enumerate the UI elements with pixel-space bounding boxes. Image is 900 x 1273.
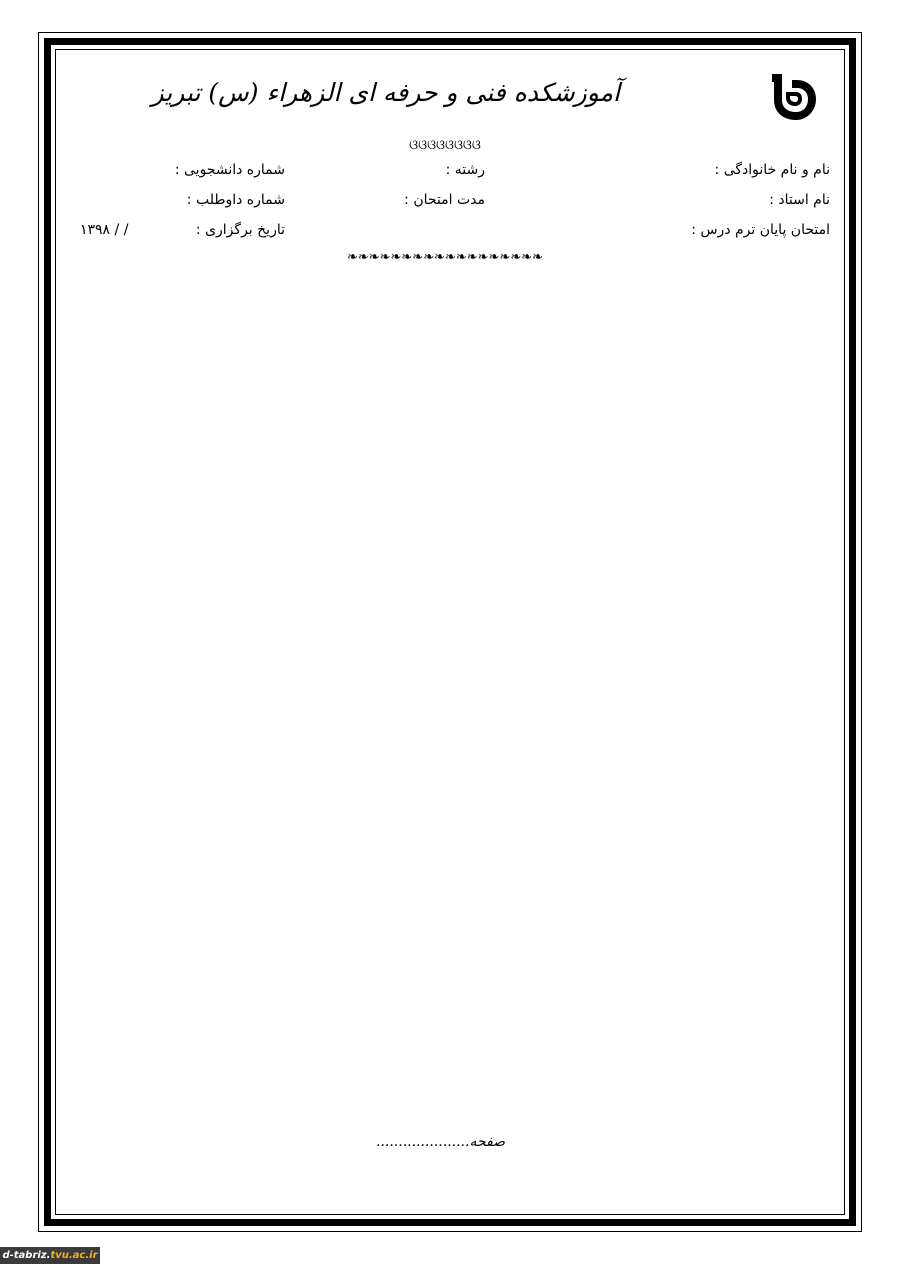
exam-date-label: تاریخ برگزاری : <box>195 222 285 238</box>
final-exam-label: امتحان پایان ترم درس : <box>691 222 830 238</box>
exam-duration-label: مدت امتحان : <box>404 192 485 208</box>
institute-title: آموزشکده فنی و حرفه ای الزهراء (س) تبریز <box>151 78 620 107</box>
full-name-label: نام و نام خانوادگی : <box>714 162 830 178</box>
applicant-number-label: شماره داوطلب : <box>186 192 285 208</box>
teacher-name-label: نام استاد : <box>769 192 830 208</box>
student-number-label: شماره دانشجویی : <box>174 162 285 178</box>
site-badge[interactable] <box>0 1247 100 1264</box>
exam-date-value: / / ۱۳۹۸ <box>80 222 129 238</box>
page-number-label: صفحه..................... <box>376 1134 505 1150</box>
ornament-divider-top: ଓଓଓଓଓଓଓଓ <box>409 138 481 153</box>
site-badge-prefix: d-tabriz. <box>2 1250 51 1261</box>
ornament-divider-bottom: ❧❧❧❧❧❧❧❧❧❧❧❧❧❧❧❧❧❧ <box>346 250 544 265</box>
institute-logo <box>766 70 816 122</box>
site-badge-domain: tvu.ac.ir <box>50 1250 98 1261</box>
major-label: رشته : <box>445 162 485 178</box>
